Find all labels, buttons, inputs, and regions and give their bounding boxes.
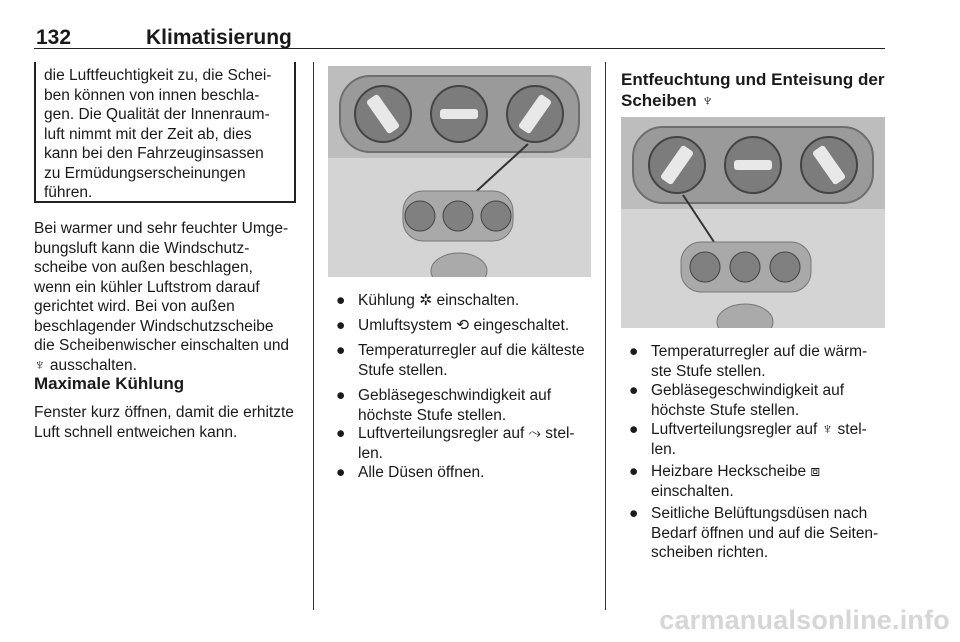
bullet-dot: ● [629, 505, 639, 522]
climate-control-photo [328, 66, 591, 277]
page-number: 132 [36, 26, 72, 49]
list-item-text: Alle Düsen öffnen. [358, 464, 485, 481]
note-text: die Luftfeuchtigkeit zu, die Schei- ben können von innen beschla- gen. Die Qualität der Innenraum- luft nimmt mit der Zeit ab, dies kann bei den Fahrzeuginsassen zu Ermüdungserscheinungen führen. [44, 67, 272, 201]
body-paragraph: Fenster kurz öffnen, damit die erhitzte Luft schnell entweichen kann. [34, 404, 294, 441]
climate-panel-illustration [621, 117, 885, 328]
list-item-text: Temperaturregler auf die kälteste Stufe stellen. [358, 342, 585, 379]
note-box [34, 62, 296, 203]
climate-panel-illustration [328, 66, 591, 277]
column-divider [605, 62, 606, 610]
bullet-dot: ● [336, 342, 346, 359]
section-heading: Maximale Kühlung [34, 374, 185, 393]
list-item-text: Heizbare Heckscheibe ⧈ einschalten. [651, 463, 821, 500]
bullet-dot: ● [336, 425, 346, 442]
list-item-text: Kühlung ✲ einschalten. [358, 292, 520, 309]
watermark: carmanualsonline.info [659, 605, 950, 635]
page-header [34, 14, 885, 49]
list-item-text: Luftverteilungsregler auf ⤳ stel- len. [358, 425, 575, 462]
list-item-text: Temperaturregler auf die wärm- ste Stufe stellen. [651, 343, 868, 380]
bullet-dot: ● [336, 464, 346, 481]
climate-control-photo [621, 117, 885, 328]
body-paragraph: Bei warmer und sehr feuchter Umge- bungsluft kann die Windschutz- scheibe von außen beschlagen, wenn ein kühler Luftstrom darauf gerichtet wird. Bei von außen beschlagender Windschutzscheibe die Scheibenwischer einschalten und ♆ ausschalten. [34, 220, 290, 374]
bullet-dot: ● [629, 421, 639, 438]
bullet-dot: ● [336, 387, 346, 404]
bullet-dot: ● [629, 463, 639, 480]
list-item-text: Luftverteilungsregler auf ♆ stel- len. [651, 421, 867, 458]
bullet-dot: ● [629, 382, 639, 399]
bullet-dot: ● [629, 343, 639, 360]
column-divider [313, 62, 314, 610]
list-item-text: Seitliche Belüftungsdüsen nach Bedarf öffnen und auf die Seiten- scheiben richten. [651, 505, 879, 561]
bullet-dot: ● [336, 317, 346, 334]
section-heading: Entfeuchtung und Enteisung der Scheiben ♆ [621, 70, 885, 110]
page-title: Klimatisierung [146, 26, 292, 49]
list-item-text: Gebläsegeschwindigkeit auf höchste Stufe stellen. [358, 387, 552, 424]
bullet-dot: ● [336, 292, 346, 309]
list-item-text: Gebläsegeschwindigkeit auf höchste Stufe stellen. [651, 382, 845, 419]
list-item-text: Umluftsystem ⟲ eingeschaltet. [358, 317, 570, 334]
